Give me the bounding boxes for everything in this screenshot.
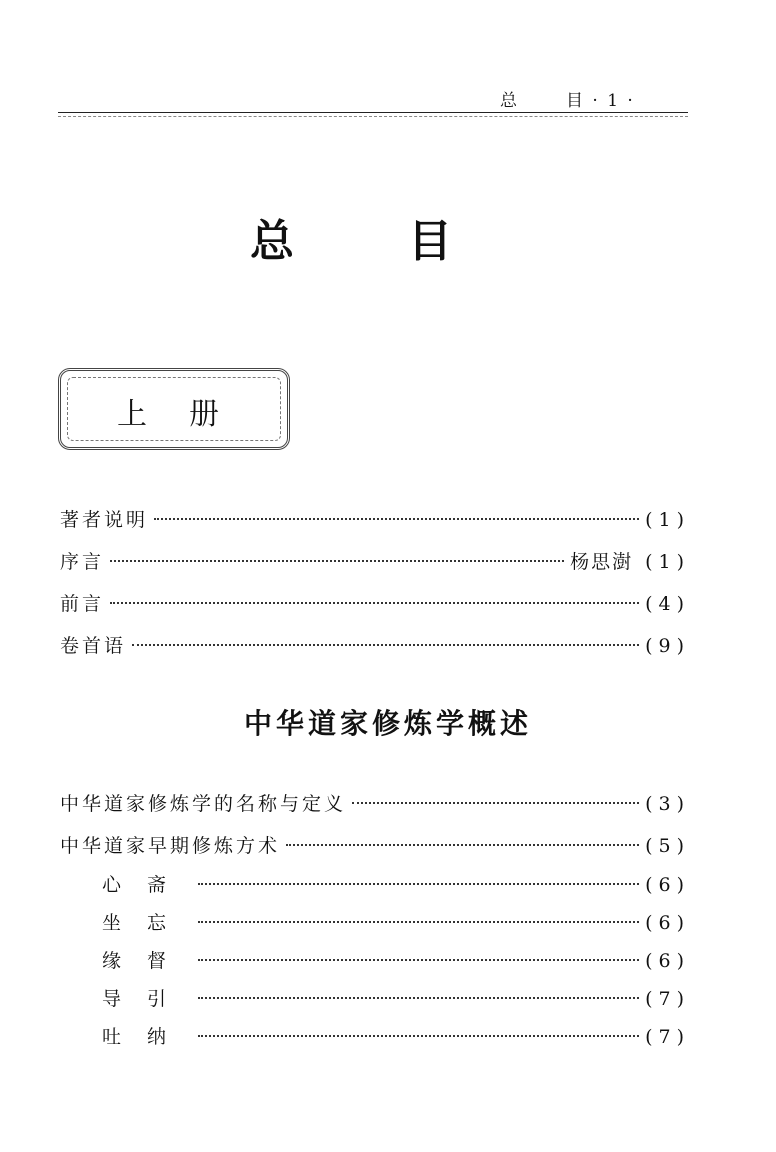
toc-subentry-zuowang[interactable] — [102, 908, 690, 938]
volume-label-part1: 上 — [117, 397, 149, 432]
toc-entry-title: 缘督 — [102, 950, 193, 972]
toc-entry-early-practices[interactable] — [60, 831, 690, 861]
toc-subentry-daoyin[interactable] — [102, 984, 690, 1014]
toc-entry-title: 中华道家早期修炼方术 — [60, 835, 281, 857]
running-header-page-number: · 1 · — [592, 91, 635, 111]
toc-dot-leader — [132, 644, 639, 646]
toc-entry-authors-note[interactable] — [60, 505, 690, 535]
volume-label-part2: 册 — [189, 397, 221, 432]
toc-entry-page: (6) — [645, 912, 690, 934]
toc-entry-title: 坐忘 — [102, 912, 193, 934]
toc-entry-page: (4) — [645, 593, 690, 615]
header-rule — [58, 112, 688, 113]
section-heading: 中华道家修炼学概述 — [243, 707, 532, 740]
toc-entry-page: (1) — [645, 551, 690, 573]
volume-label-frame — [58, 368, 290, 450]
toc-entry-page: (1) — [645, 509, 690, 531]
toc-entry-title: 心斋 — [102, 874, 193, 896]
toc-dot-leader — [198, 883, 639, 885]
toc-dot-leader — [198, 997, 639, 999]
toc-entry-author: 杨思澍 — [570, 551, 634, 573]
toc-entry-title: 著者说明 — [60, 509, 149, 531]
toc-dot-leader — [198, 921, 639, 923]
toc-dot-leader — [352, 802, 639, 804]
toc-entry-page: (5) — [645, 835, 690, 857]
toc-entry-title: 中华道家修炼学的名称与定义 — [60, 793, 347, 815]
running-header-title-part2: 目 — [566, 91, 585, 111]
volume-label — [117, 389, 221, 433]
toc-entry-title: 吐纳 — [102, 1026, 193, 1048]
toc-entry-title: 卷首语 — [60, 635, 127, 657]
toc-entry-foreword[interactable] — [60, 589, 690, 619]
page-title-part2: 目 — [408, 216, 454, 267]
page-title — [250, 205, 454, 269]
toc-entry-title: 前言 — [60, 593, 105, 615]
toc-dot-leader — [110, 602, 639, 604]
toc-entry-page: (6) — [645, 950, 690, 972]
toc-entry-page: (7) — [645, 988, 690, 1010]
toc-dot-leader — [286, 844, 639, 846]
toc-subentry-yuandu[interactable] — [102, 946, 690, 976]
toc-entry-opening-words[interactable] — [60, 631, 690, 661]
toc-entry-page: (6) — [645, 874, 690, 896]
running-header — [500, 86, 635, 111]
toc-entry-title: 序言 — [60, 551, 105, 573]
toc-entry-title: 导引 — [102, 988, 193, 1010]
toc-subentry-tuna[interactable] — [102, 1022, 690, 1052]
toc-subentry-xinzhai[interactable] — [102, 870, 690, 900]
toc-entry-preface[interactable] — [60, 547, 690, 577]
page-title-part1: 总 — [250, 216, 296, 267]
toc-entry-page: (9) — [645, 635, 690, 657]
toc-dot-leader — [110, 560, 564, 562]
toc-entry-name-and-definition[interactable] — [60, 789, 690, 819]
toc-entry-page: (7) — [645, 1026, 690, 1048]
header-rule-dashed — [58, 116, 688, 117]
running-header-title-part1: 总 — [500, 91, 519, 111]
toc-dot-leader — [154, 518, 639, 520]
toc-dot-leader — [198, 1035, 639, 1037]
toc-dot-leader — [198, 959, 639, 961]
toc-entry-page: (3) — [645, 793, 690, 815]
